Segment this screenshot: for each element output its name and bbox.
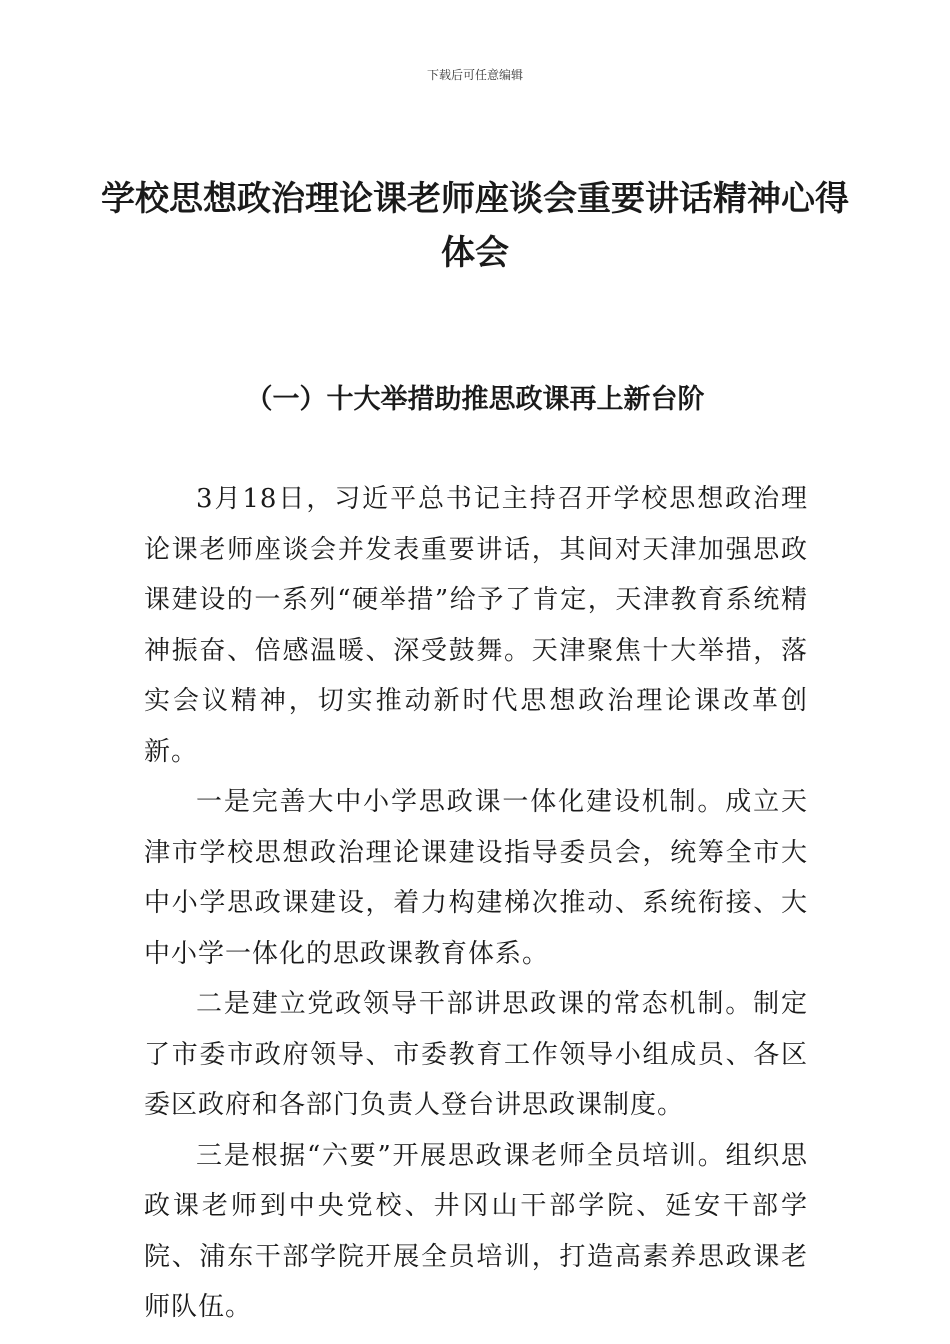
paragraph: 3月18日，习近平总书记主持召开学校思想政治理论课老师座谈会并发表重要讲话，其间对天津加强思政课建设的一系列“硬举措”给予了肯定，天津教育系统精神振奋、倍感温暖、深受鼓舞。天津聚焦十大举措，落实会议精神，切实推动新时代思想政治理论课改革创新。 (144, 484, 808, 767)
body-text (144, 474, 808, 1333)
paragraph: 三是根据“六要”开展思政课老师全员培训。组织思政课老师到中央党校、井冈山干部学院、延安干部学院、浦东干部学院开展全员培训，打造高素养思政课老师队伍。 (144, 1140, 808, 1322)
paragraph: 二是建立党政领导干部讲思政课的常态机制。制定了市委市政府领导、市委教育工作领导小组成员、各区委区政府和各部门负责人登台讲思政课制度。 (144, 989, 808, 1120)
header-note: 下载后可任意编辑 (426, 68, 523, 82)
document-title: 学校思想政治理论课老师座谈会重要讲话精神心得体会 (101, 179, 849, 273)
section-heading: （一）十大举措助推思政课再上新台阶 (245, 384, 705, 415)
paragraph: 一是完善大中小学思政课一体化建设机制。成立天津市学校思想政治理论课建设指导委员会，统筹全市大中小学思政课建设，着力构建梯次推动、系统衔接、大中小学一体化的思政课教育体系。 (144, 787, 808, 969)
